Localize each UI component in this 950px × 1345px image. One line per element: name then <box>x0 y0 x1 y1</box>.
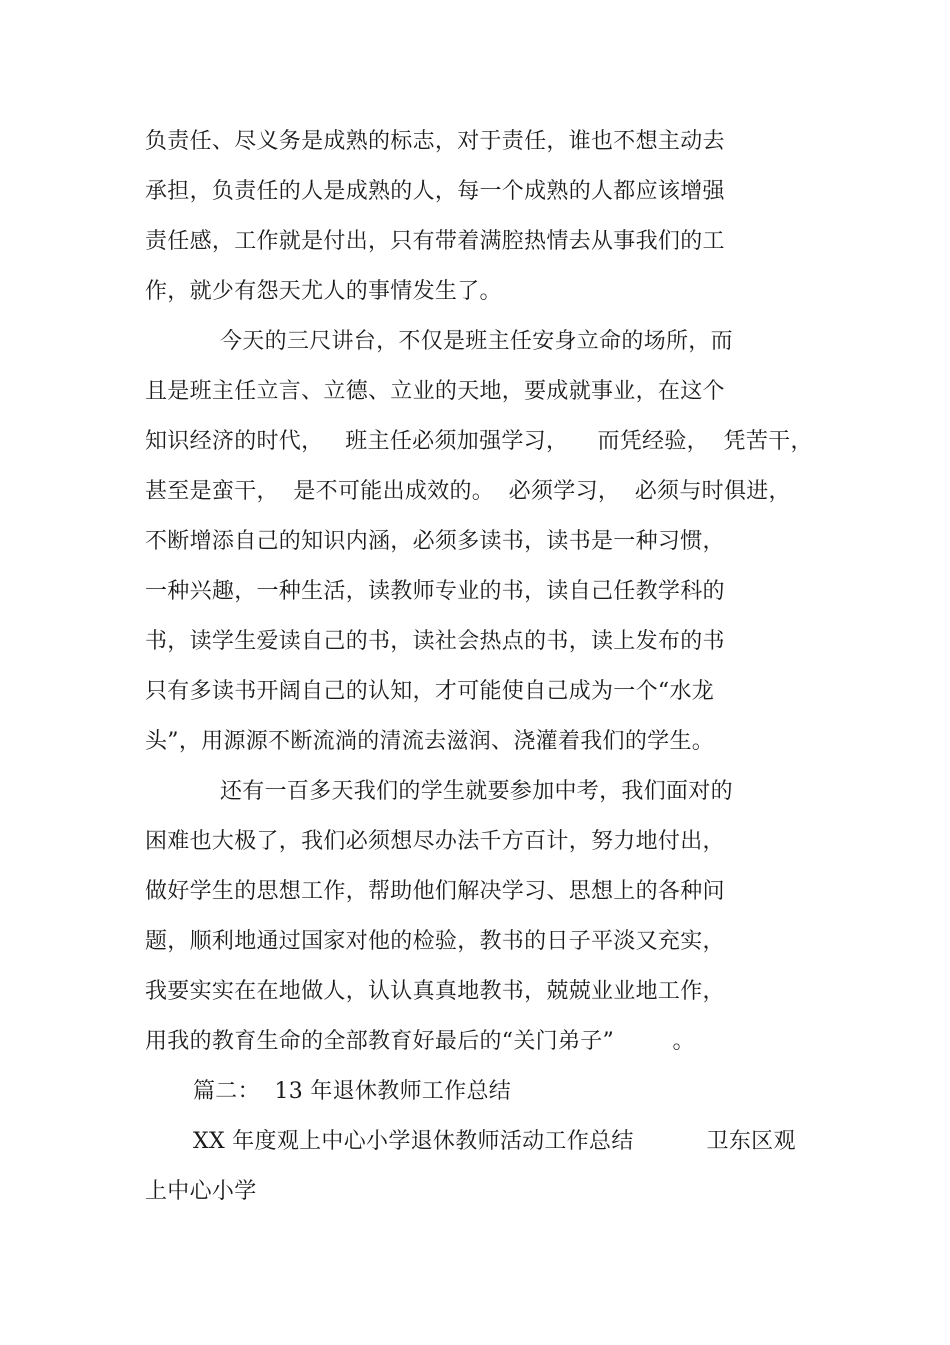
paragraph-line: 困难也大极了，我们必须想尽办法千方百计，努力地付出， <box>145 829 725 854</box>
paragraph-line: 题，顺利地通过国家对他的检验，教书的日子平淡又充实， <box>145 929 725 954</box>
paragraph-line: 责任感，工作就是付出，只有带着满腔热情去从事我们的工 <box>145 229 725 254</box>
paragraph-line: 只有多读书开阔自己的认知，才可能使自己成为一个“水龙 <box>145 679 715 704</box>
paragraph-line: 不断增添自己的知识内涵，必须多读书，读书是一种习惯， <box>145 529 725 554</box>
paragraph-line: 头”，用源源不断流淌的清流去滋润、浇灌着我们的学生。 <box>145 729 715 754</box>
paragraph-line: 甚至是蛮干， 是不可能出成效的。 必须学习， 必须与时俱进， <box>145 479 791 504</box>
paragraph-line: 书，读学生爱读自己的书，读社会热点的书，读上发布的书 <box>145 629 725 654</box>
section-heading: 篇二： 13 年退休教师工作总结 <box>193 1079 512 1104</box>
paragraph-line: 用我的教育生命的全部教育好最后的“关门弟子” 。 <box>145 1029 695 1054</box>
paragraph-line: 上中心小学 <box>145 1179 257 1204</box>
paragraph-line: 做好学生的思想工作，帮助他们解决学习、思想上的各种问 <box>145 879 725 904</box>
paragraph-line: 负责任、尽义务是成熟的标志，对于责任，谁也不想主动去 <box>145 129 725 154</box>
paragraph-line: 作，就少有怨天尤人的事情发生了。 <box>145 279 502 304</box>
paragraph-line: 承担，负责任的人是成熟的人，每一个成熟的人都应该增强 <box>145 179 725 204</box>
paragraph-line: 一种兴趣，一种生活，读教师专业的书，读自己任教学科的 <box>145 579 725 604</box>
paragraph-line: 我要实实在在地做人，认认真真地教书，兢兢业业地工作， <box>145 979 725 1004</box>
paragraph-line: 今天的三尺讲台，不仅是班主任安身立命的场所，而 <box>220 329 733 354</box>
paragraph-line: XX 年度观上中心小学退休教师活动工作总结 卫东区观 <box>193 1129 796 1154</box>
paragraph-line: 知识经济的时代， 班主任必须加强学习， 而凭经验， 凭苦干， <box>145 429 813 454</box>
paragraph-line: 且是班主任立言、立德、立业的天地，要成就事业，在这个 <box>145 379 725 404</box>
paragraph-line: 还有一百多天我们的学生就要参加中考，我们面对的 <box>220 779 733 804</box>
